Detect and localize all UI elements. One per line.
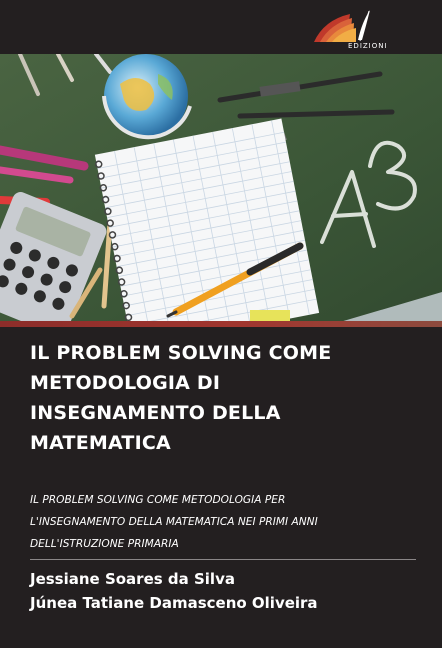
accent-strip [0,321,442,327]
book-subtitle [30,489,410,555]
book-title-line: INSEGNAMENTO DELLA [30,402,281,424]
book-subtitle-line: L'INSEGNAMENTO DELLA MATEMATICA NEI PRIMI ANNI [30,516,318,528]
cover-photo [0,54,442,322]
book-subtitle-line: DELL'ISTRUZIONE PRIMARIA [30,538,179,550]
publisher-small-label: EDIZIONI [348,42,388,50]
book-title [30,338,420,458]
publisher-logo [300,8,410,54]
book-subtitle-line: IL PROBLEM SOLVING COME METODOLOGIA PER [30,494,286,506]
book-title-line: IL PROBLEM SOLVING COME [30,342,332,364]
book-title-line: MATEMATICA [30,432,171,454]
feather-fan-icon [306,8,376,44]
book-title-line: METODOLOGIA DI [30,372,221,394]
divider [30,559,416,560]
author-name: Júnea Tatiane Damasceno Oliveira [30,594,318,612]
publisher-band [0,0,442,54]
book-authors [30,567,430,615]
notebook [94,119,319,322]
author-name: Jessiane Soares da Silva [30,570,235,588]
